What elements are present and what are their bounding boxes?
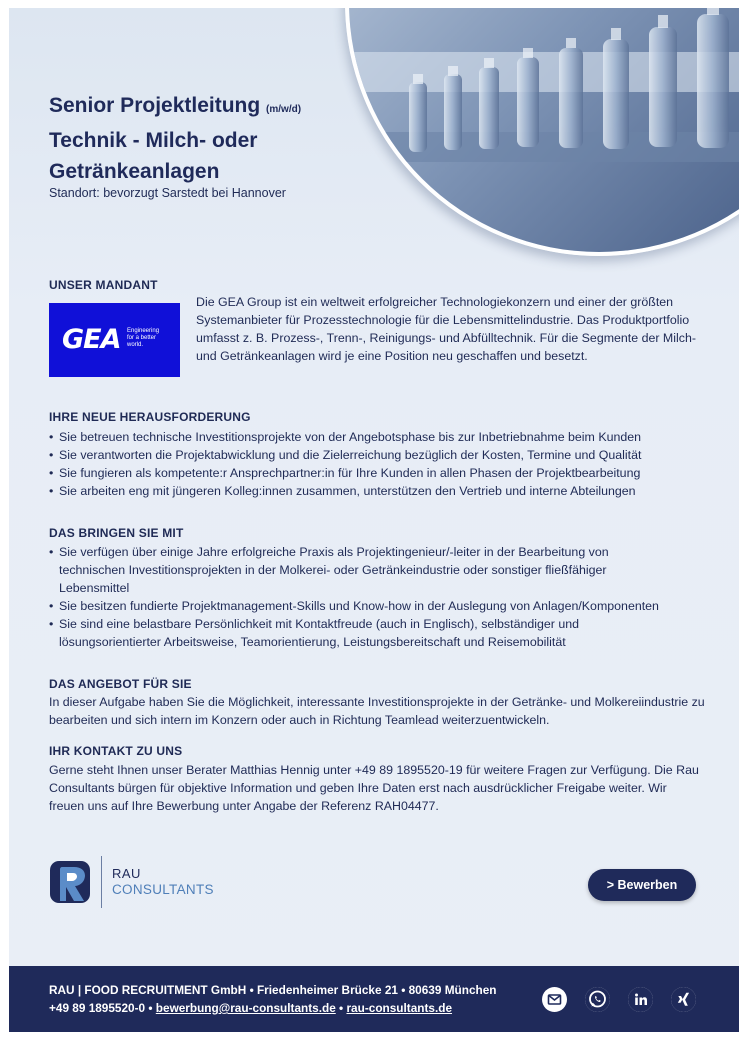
mandant-text: Die GEA Group ist ein weltweit erfolgreicher Technologiekonzern und einer der größten Systemanbieter für Prozesstechnologie für die Lebensmittelindustrie. Das Produktportfolio umfasst z. B. Prozess-, Trenn-, Reinigungs- und Abfülltechnik. Für die Segmente der Milch- und Getränkeanlagen wird je eine Position neu geschaffen und besetzt. [196, 295, 696, 363]
requirements-list [49, 543, 659, 651]
job-title [49, 90, 349, 187]
job-location: Standort: bevorzugt Sarstedt bei Hannover [49, 186, 286, 200]
whatsapp-icon[interactable] [585, 987, 610, 1012]
footer-address: RAU | FOOD RECRUITMENT GmbH • Friedenheimer Brücke 21 • 80639 München [49, 983, 497, 997]
xing-icon[interactable] [671, 987, 696, 1012]
rau-logo-line2: CONSULTANTS [112, 882, 214, 897]
gea-logo-wordmark: GEA [62, 324, 121, 355]
gea-tagline-line: for a better [127, 335, 157, 341]
footer-phone: +49 89 1895520-0 • [49, 1001, 153, 1015]
job-title-line1: Senior Projektleitung [49, 94, 261, 117]
linkedin-icon[interactable] [628, 987, 653, 1012]
challenge-list [49, 428, 709, 500]
job-ad-page [9, 8, 739, 1032]
section-heading-requirements: DAS BRINGEN SIE MIT [49, 526, 184, 540]
gea-tagline-line: world. [127, 342, 144, 348]
job-title-line2: Technik - Milch- oder [49, 129, 258, 152]
list-item: • Sie sind eine belastbare Persönlichkeit mit Kontaktfreude (auch in Englisch), selbständiger und lösungsorientierter Arbeitsweise, Teamorientierung, Leistungsbereitschaft und Reisemobilität [49, 615, 659, 651]
gea-logo [49, 303, 180, 377]
section-heading-contact: IHR KONTAKT ZU UNS [49, 744, 183, 758]
logo-divider [101, 856, 102, 908]
footer [9, 966, 739, 1032]
hero-image [345, 8, 739, 256]
gea-tagline-line: Engineering [127, 328, 160, 334]
list-item: • Sie betreuen technische Investitionsprojekte von der Angebotsphase bis zur Inbetriebnahme beim Kunden [49, 428, 709, 446]
section-heading-mandant: UNSER MANDANT [49, 278, 158, 292]
rau-consultants-logo [49, 853, 219, 911]
offer-text: In dieser Aufgabe haben Sie die Möglichkeit, interessante Investitionsprojekte in der Getränke- und Molkereiindustrie zu bearbeiten und sich intern im Konzern oder auch in Richtung Teamlead weiterzuentwickeln. [49, 695, 705, 727]
rau-logo-line1: RAU [112, 866, 141, 881]
apply-button[interactable]: > Bewerben [588, 869, 696, 901]
rau-logo-mark [50, 859, 94, 905]
gea-logo-tagline [127, 328, 159, 349]
footer-separator: • [339, 1001, 344, 1015]
footer-email-link[interactable]: bewerbung@rau-consultants.de [155, 1001, 336, 1015]
job-title-suffix: (m/w/d) [266, 104, 302, 115]
section-heading-challenge: IHRE NEUE HERAUSFORDERUNG [49, 410, 251, 424]
list-item: • Sie verfügen über einige Jahre erfolgreiche Praxis als Projektingenieur/-leiter in der Bearbeitung von technischen Investitionsprojekten in der Molkerei- oder Getränkeindustrie oder sonstiger fließfähiger Lebensmittel [49, 543, 659, 597]
job-title-line3: Getränkeanlagen [49, 160, 220, 183]
list-item: • Sie arbeiten eng mit jüngeren Kolleg:innen zusammen, unterstützen den Vertrieb und interne Abteilungen [49, 482, 709, 500]
list-item: • Sie fungieren als kompetente:r Ansprechpartner:in für Ihre Kunden in allen Phasen der Projektbearbeitung [49, 464, 709, 482]
contact-text: Gerne steht Ihnen unser Berater Matthias Hennig unter +49 89 1895520-19 für weitere Fragen zur Verfügung. Die Rau Consultants bürgen für objektive Information und geben Ihre Daten erst nach ausdrücklicher Freigabe weiter. Wir freuen uns auf Ihre Bewerbung unter Angabe der Referenz RAH04477. [49, 763, 699, 813]
footer-contact-line [49, 1001, 452, 1015]
footer-website-link[interactable]: rau-consultants.de [346, 1001, 453, 1015]
list-item: • Sie verantworten die Projektabwicklung und die Zielerreichung bezüglich der Kosten, Termine und Qualität [49, 446, 709, 464]
list-item: • Sie besitzen fundierte Projektmanagement-Skills und Know-how in der Auslegung von Anlagen/Komponenten [49, 597, 719, 615]
email-icon[interactable] [542, 987, 567, 1012]
section-heading-offer: DAS ANGEBOT FÜR SIE [49, 677, 192, 691]
